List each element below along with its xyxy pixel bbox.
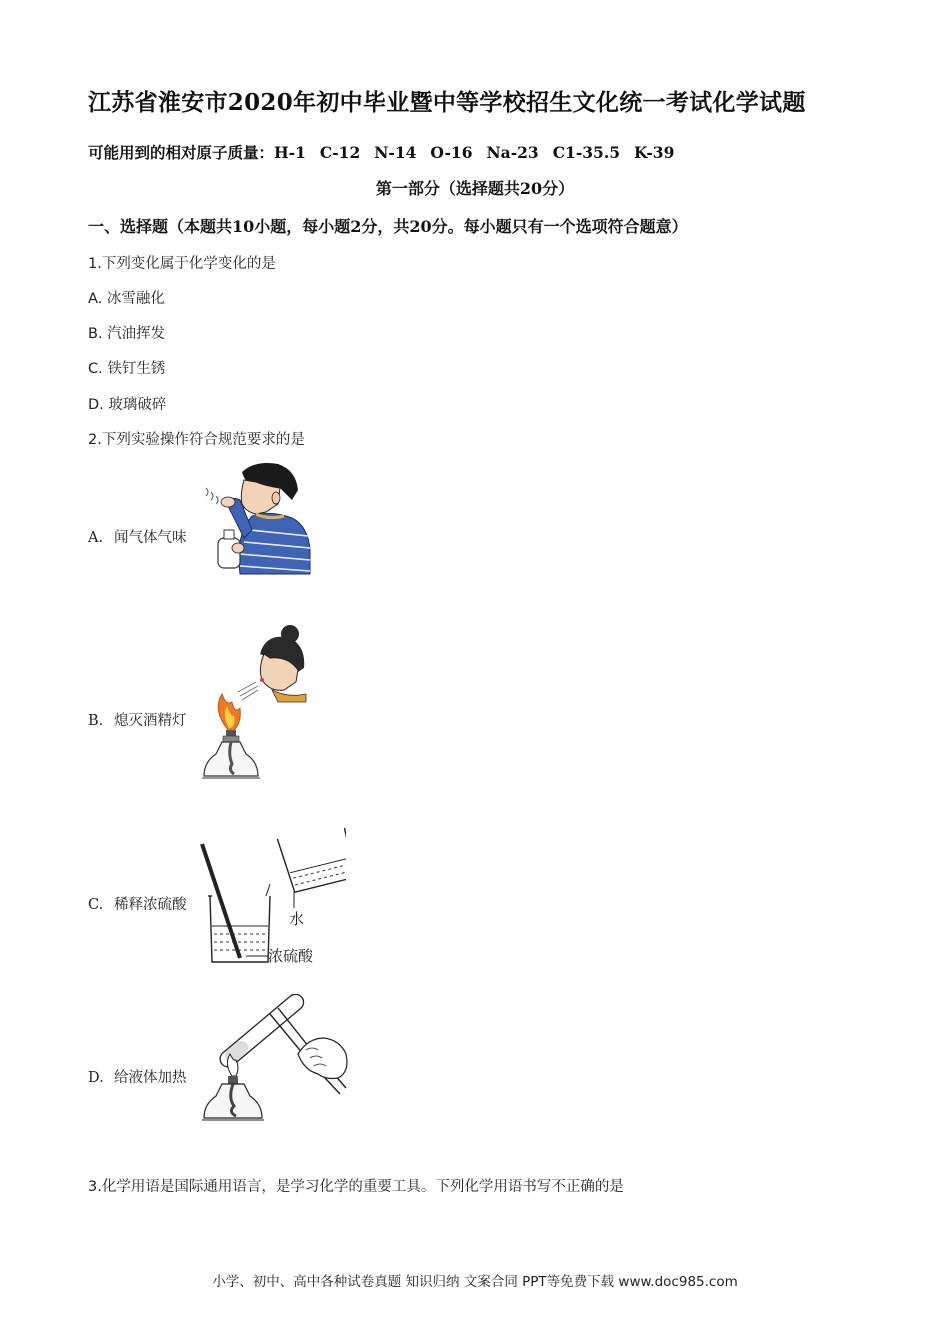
- part-heading: 第一部分（选择题共20分）: [375, 179, 575, 198]
- option-letter: D.: [88, 1070, 104, 1086]
- blowing-out-alcohol-lamp-illustration: [198, 620, 310, 786]
- option-text: 闻气体气味: [114, 530, 187, 546]
- question-2-option-c: [88, 893, 187, 914]
- atomic-mass-h: H-1: [274, 143, 306, 162]
- option-text: 冰雪融化: [106, 291, 165, 307]
- atomic-mass-o: O-16: [430, 143, 473, 162]
- option-text: 熄灭酒精灯: [114, 713, 187, 729]
- acid-label: 浓硫酸: [268, 947, 314, 965]
- question-3-stem: 3.化学用语是国际通用语言，是学习化学的重要工具。下列化学用语书写不正确的是: [88, 1179, 624, 1195]
- question-2-stem: 2.下列实验操作符合规范要求的是: [88, 432, 305, 448]
- question-1-stem: 1.下列变化属于化学变化的是: [88, 256, 276, 272]
- option-letter: A.: [88, 530, 104, 546]
- question-2-option-b: [88, 709, 187, 730]
- heating-liquid-illustration: [200, 994, 356, 1134]
- question-2-option-a: [88, 526, 187, 547]
- water-label: 水: [289, 910, 305, 928]
- smelling-gas-illustration: [200, 460, 312, 578]
- option-letter: B.: [88, 326, 103, 342]
- atomic-mass-k: K-39: [634, 143, 675, 162]
- option-text: 汽油挥发: [107, 326, 166, 342]
- document-title: 江苏省淮安市2020年初中毕业暨中等学校招生文化统一考试化学试题: [88, 89, 806, 116]
- atomic-masses-label: 可能用到的相对原子质量：: [88, 143, 275, 162]
- option-text: 给液体加热: [114, 1070, 187, 1086]
- atomic-mass-cl: C1-35.5: [552, 143, 621, 162]
- question-1-option-c: [88, 357, 165, 378]
- option-letter: C.: [88, 361, 103, 377]
- question-1-option-d: [88, 393, 166, 414]
- option-letter: D.: [88, 397, 104, 413]
- option-letter: C.: [88, 897, 104, 913]
- option-text: 铁钉生锈: [107, 361, 166, 377]
- diluting-acid-illustration: [196, 828, 346, 970]
- atomic-mass-n: N-14: [374, 143, 417, 162]
- question-1-option-a: [88, 287, 165, 308]
- section-heading: 一、选择题（本题共10小题，每小题2分，共20分。每小题只有一个选项符合题意）: [88, 217, 688, 236]
- atomic-masses-line: [88, 141, 674, 163]
- atomic-mass-na: Na-23: [486, 143, 539, 162]
- question-2-option-d: [88, 1066, 187, 1087]
- option-text: 玻璃破碎: [108, 397, 167, 413]
- question-1-option-b: [88, 322, 165, 343]
- page-footer: 小学、初中、高中各种试卷真题 知识归纳 文案合同 PPT等免费下载 www.doc985.com: [212, 1274, 738, 1290]
- option-letter: A.: [88, 291, 103, 307]
- option-letter: B.: [88, 713, 104, 729]
- atomic-mass-c: C-12: [319, 143, 361, 162]
- option-text: 稀释浓硫酸: [114, 897, 187, 913]
